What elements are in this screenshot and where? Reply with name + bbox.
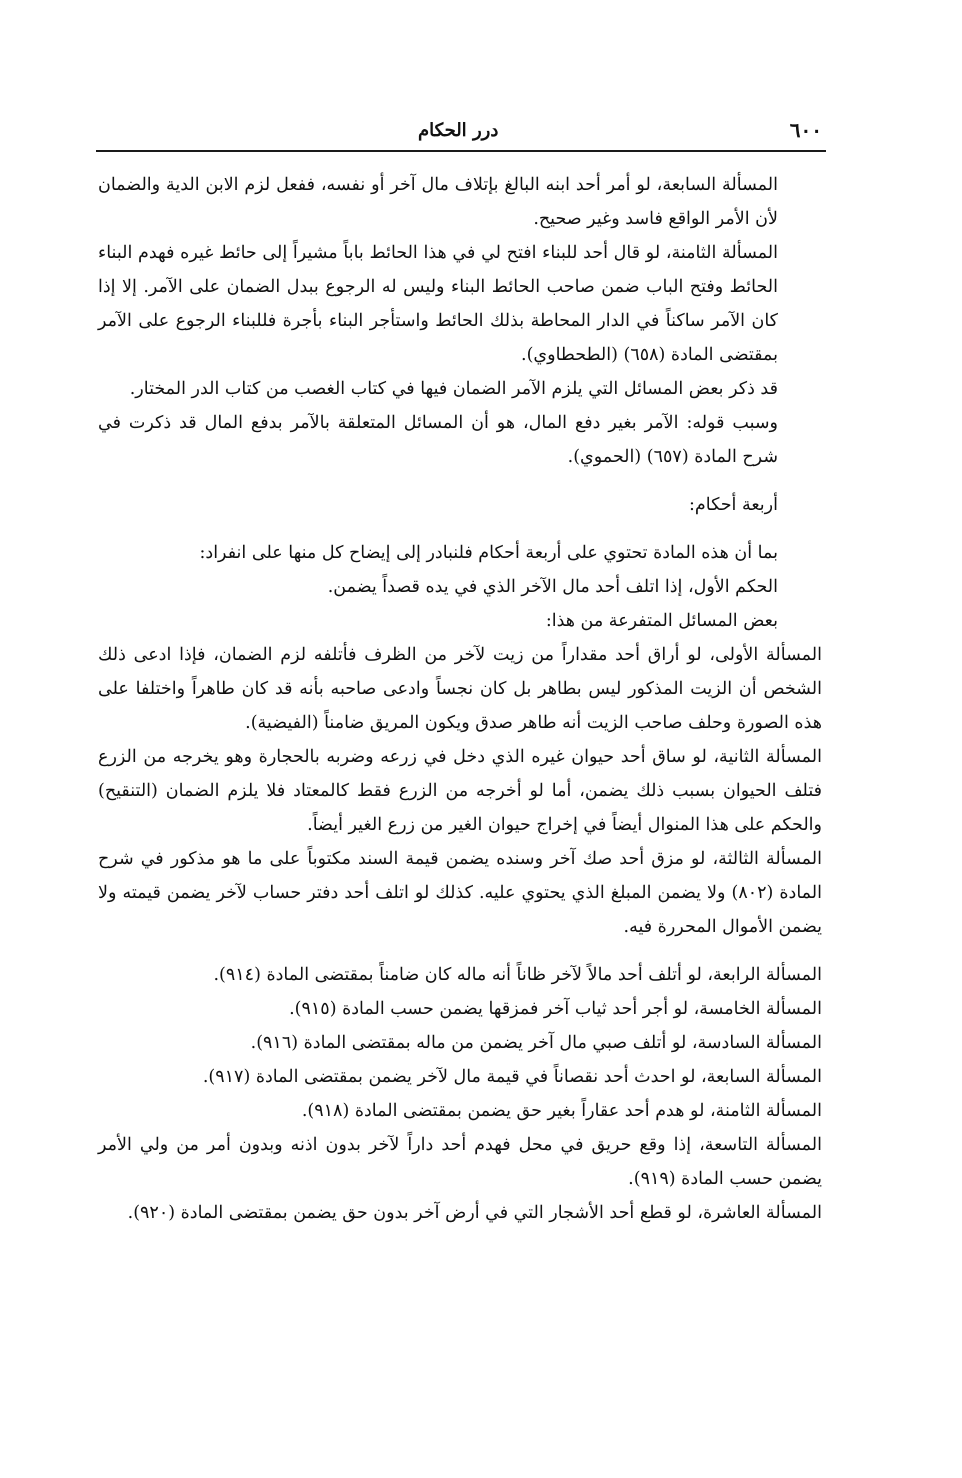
running-title: درر الحكام xyxy=(418,120,499,141)
paragraph-ninth-issue: المسألة التاسعة، إذا وقع حريق في محل فهدم أحد داراً لآخر بدون اذنه وبدون أمر من ولي الأمر يضمن حسب المادة (٩١٩). xyxy=(98,1135,822,1189)
paragraph-derived-issues: بعض المسائل المتفرعة من هذا: xyxy=(545,611,778,631)
paragraph-sixth-issue: المسألة السادسة، لو أتلف صبي مال آخر يضمن من ماله بمقتضى المادة (٩١٦). xyxy=(250,1033,822,1053)
header-rule xyxy=(96,150,826,152)
paragraph-intro-rulings: بما أن هذه المادة تحتوي على أربعة أحكام فلنبادر إلى إيضاح كل منها على انفراد: xyxy=(199,543,778,563)
paragraph-fifth-issue: المسألة الخامسة، لو أجر أحد ثياب آخر فمزقها يضمن حسب المادة (٩١٥). xyxy=(289,999,822,1019)
paragraph-first-issue: المسألة الأولى، لو أراق أحد مقداراً من زيت لآخر من الظرف فأتلفه لزم الضمان، فإذا ادعى ذلك الشخص أن الزيت المذكور ليس بطاهر بل كان نجساً وادعى صاحبه بأنه قد كان طاهراً واختلفا على هذه الصورة وحلف صاحب الزيت أنه طاهر صدق ويكون المريق ضامناً (الفيضية). xyxy=(98,645,822,733)
paragraph-ghasb-note: قد ذكر بعض المسائل التي يلزم الآمر الضمان فيها في كتاب الغصب من كتاب الدر المختار. xyxy=(129,379,778,399)
paragraph-reason-note: وسبب قوله: الآمر بغير دفع المال، هو أن المسائل المتعلقة بالآمر بدفع المال قد ذكرت في شرح المادة (٦٥٧) (الحموي). xyxy=(98,413,778,467)
paragraph-fourth-issue: المسألة الرابعة، لو أتلف أحد مالاً لآخر ظاناً أنه ماله كان ضامناً بمقتضى المادة (٩١٤). xyxy=(213,965,822,985)
page-number: ٦٠٠ xyxy=(789,118,822,142)
paragraph-eighth-issue: المسألة الثامنة، لو قال أحد للبناء افتح لي في هذا الحائط باباً مشيراً إلى حائط غيره فهدم البناء الحائط وفتح الباب ضمن صاحب الحائط البناء وليس له الرجوع ببدل الضمان على الآمر. إلا إذا كان الآمر ساكناً في الدار المحاطة بذلك الحائط واستأجر البناء بأجرة فللبناء الرجوع على الآمر بمقتضى المادة (٦٥٨) (الطحطاوي). xyxy=(98,243,778,365)
paragraph-tenth-issue: المسألة العاشرة، لو قطع أحد الأشجار التي في أرض آخر بدون حق يضمن بمقتضى المادة (٩٢٠). xyxy=(127,1203,822,1223)
paragraph-seventh-issue: المسألة السابعة، لو أمر أحد ابنه البالغ بإتلاف مال آخر أو نفسه، ففعل لزم الابن الدية والضمان لأن الأمر الواقع فاسد وغير صحيح. xyxy=(98,175,778,229)
paragraph-third-issue: المسألة الثالثة، لو مزق أحد صك آخر وسنده يضمن قيمة السند مكتوباً على ما هو مذكور في شرح المادة (٨٠٢) ولا يضمن المبلغ الذي يحتوي عليه. كذلك لو اتلف أحد دفتر حساب لآخر يضمن قيمته ولا يضمن الأموال المحررة فيه. xyxy=(98,849,822,937)
paragraph-second-issue: المسألة الثانية، لو ساق أحد حيوان غيره الذي دخل في زرعه وضربه بالحجارة وهو يخرجه من الزرع فتلف الحيوان بسبب ذلك يضمن، أما لو أخرجه من الزرع فقط كالمعتاد فلا يلزم الضمان (التنقيح) والحكم على هذا المنوال أيضاً في إخراج حيوان الغير من زرع الغير أيضاً. xyxy=(98,747,822,835)
page-header xyxy=(96,112,826,152)
body-text xyxy=(98,168,822,1230)
section-heading-four-rulings: أربعة أحكام: xyxy=(689,495,778,515)
paragraph-seventh-issue-2: المسألة السابعة، لو احدث أحد نقصاناً في قيمة مال لآخر يضمن بمقتضى المادة (٩١٧). xyxy=(202,1067,822,1087)
paragraph-eighth-issue-2: المسألة الثامنة، لو هدم أحد عقاراً بغير حق يضمن بمقتضى المادة (٩١٨). xyxy=(301,1101,822,1121)
paragraph-first-ruling: الحكم الأول، إذا اتلف أحد مال الآخر الذي في يده قصداً يضمن. xyxy=(327,577,778,597)
